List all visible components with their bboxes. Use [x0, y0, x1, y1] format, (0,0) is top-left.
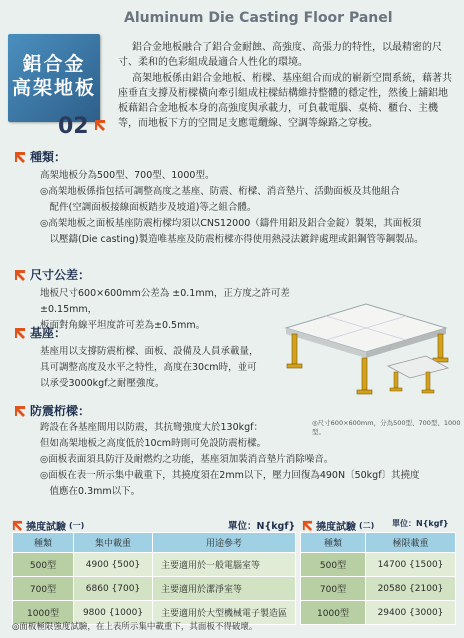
section-body-beam	[40, 420, 460, 500]
badge-line1: 鋁合金	[22, 53, 86, 75]
table-row	[13, 553, 296, 577]
section-body-types	[40, 168, 460, 248]
table-cell: 20580 {2100}	[366, 577, 456, 601]
section-heading-label: 尺寸公差：	[30, 268, 91, 282]
table1-unit: 單位：N{kgf}	[228, 521, 296, 532]
table-header: 種類	[301, 533, 366, 553]
table-row	[13, 577, 296, 601]
arrow-icon	[302, 520, 313, 531]
table-header: 用途參考	[153, 533, 296, 553]
body-line: 以壓鑄(Die casting)製造唯基座及防震桁樑亦得使用熱浸法鍍鋅處理或鋁鋼管等鋼製品。	[40, 234, 424, 245]
image-caption: ◎尺寸600×600mm，分為500型、700型、1000型。	[312, 419, 461, 436]
body-line: 但如高架地板之高度低於10cm時則可免設防震桁樑。	[40, 438, 267, 449]
intro-text	[118, 40, 456, 132]
footnote: ◎面板極限強度試驗，在上表所示集中載重下，其面板不得破壞。	[12, 622, 258, 632]
body-line: 值應在0.3mm以下。	[40, 486, 141, 497]
arrow-icon	[14, 405, 26, 417]
table2	[300, 532, 456, 625]
section-heading-label: 防震桁樑：	[30, 404, 91, 418]
section-heading-tolerance	[14, 266, 90, 283]
table-cell: 500型	[301, 553, 366, 577]
floor-panel-illustration	[276, 286, 454, 404]
title-badge	[8, 34, 100, 122]
table-header-row	[13, 533, 296, 553]
arrow-icon	[14, 269, 26, 281]
arrow-icon	[12, 520, 23, 531]
badge-line2: 高架地板	[11, 77, 96, 99]
table-cell: 主要適用於大型機械電子製造區	[153, 601, 296, 625]
table-header: 集中載重	[74, 533, 153, 553]
table-cell: 主要適用於潔淨室等	[153, 577, 296, 601]
table-cell: 1000型	[13, 601, 74, 625]
table-cell: 主要適用於一般電腦室等	[153, 553, 296, 577]
body-line: ◎面板在表一所示集中載重下，其撓度須在2mm以下，壓力回復為490N〔50kgf〕其撓度	[40, 470, 420, 481]
body-line: 具可調整高度及水平之特性，高度在30cm時，並可	[40, 362, 257, 373]
intro-paragraph: 高架地板係由鋁合金地板、桁樑、基座組合而成的嶄新空間系統，藉著共座垂直支撐及桁樑橫向牽引組成柱樑結構維持整體的穩定性，然後上舖鋁地板藉鋁合金地板本身的高強度與承載力，可負載電腦、桌椅、櫃台、主機等，而地板下方的空間足支應電纜線、空調等線路之穿梭。	[118, 73, 452, 129]
table-cell: 700型	[301, 577, 366, 601]
badge-number: 02	[58, 114, 89, 139]
table-header: 極限載重	[366, 533, 456, 553]
body-line: 高架地板分為500型、700型、1000型。	[40, 170, 215, 181]
body-line: 以承受3000kgf之耐壓強度。	[40, 378, 165, 389]
arrow-icon	[14, 327, 26, 339]
table-cell: 6860 {700}	[74, 577, 153, 601]
table2-unit: 單位：N{kgf}	[392, 519, 449, 528]
header-title: Aluminum Die Casting Floor Panel	[124, 10, 393, 26]
arrow-icon	[14, 151, 26, 163]
arrow-icon	[93, 118, 107, 132]
table2-title-label: 撓度試驗	[316, 522, 356, 533]
table-cell: 14700 {1500}	[366, 553, 456, 577]
body-line: ◎面板表面須具防汙及耐燃灼之功能，基座須加裝消音墊片消除噪音。	[40, 454, 334, 465]
table-cell: 29400 {3000}	[366, 601, 456, 625]
section-heading-label: 基座：	[30, 326, 67, 340]
section-body-base	[40, 344, 280, 392]
table-cell: 1000型	[301, 601, 366, 625]
table2-title	[302, 518, 374, 533]
body-line: 跨設在各基座間用以防震，其抗彎強度大於130kgf：	[40, 422, 264, 433]
table1	[12, 532, 296, 625]
section-heading-label: 種類：	[30, 150, 67, 164]
section-heading-beam	[14, 402, 90, 419]
table-cell: 4900 {500}	[74, 553, 153, 577]
body-line: ◎高架地板係指包括可調整高度之基座、防震、桁樑、消音墊片、活動面板及其他組合	[40, 186, 400, 197]
body-line: 配件(空調面板接線面板踏步及坡道)等之組合體。	[40, 202, 257, 213]
intro-paragraph: 鋁合金地板融合了鋁合金耐蝕、高強度、高張力的特性，以最精密的尺寸、柔和的色彩組成最適合人性化的環境。	[118, 42, 442, 68]
table1-title-suffix: (一)	[69, 521, 85, 530]
section-heading-base	[14, 324, 66, 341]
body-line: 地板尺寸600×600mm公差為 ±0.1mm，正方度之許可差 ±0.15mm，	[40, 288, 290, 315]
table-cell: 500型	[13, 553, 74, 577]
table1-title	[12, 518, 84, 533]
table-cell: 700型	[13, 577, 74, 601]
table2-title-suffix: (二)	[359, 521, 375, 530]
body-line: 板面對角線平坦度許可差為±0.5mm。	[40, 320, 206, 331]
table1-title-label: 撓度試驗	[26, 522, 66, 533]
table-row	[301, 553, 456, 577]
body-line: ◎高架地板之面板基座防震桁樑均須以CNS12000（鑄件用鋁及鋁合金錠）製架，其面板須	[40, 218, 422, 229]
table-row	[301, 577, 456, 601]
body-line: 基座用以支撐防震桁樑、面板、設備及人員承載量，	[40, 346, 259, 357]
table-cell: 9800 {1000}	[74, 601, 153, 625]
table-row	[301, 601, 456, 625]
table-header-row	[301, 533, 456, 553]
table-header: 種類	[13, 533, 74, 553]
section-heading-types	[14, 148, 66, 165]
